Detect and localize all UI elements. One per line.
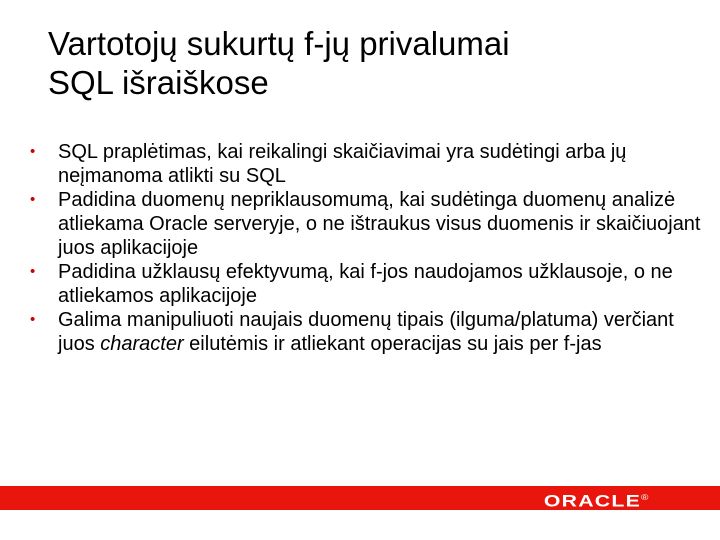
bullet-text: Padidina užklausų efektyvumą, kai f-jos naudojamos užklausoje, o ne atliekamos aplikacijoje	[58, 261, 673, 307]
bullet-text-start: Galima manipuliuoti naujais duomenų tipais (ilguma/platuma) verčiant juos	[58, 309, 674, 355]
bullet-dot-icon: •	[30, 311, 36, 328]
slide-title	[48, 24, 688, 102]
footer-bar	[0, 486, 720, 510]
oracle-logo-text: ORACLE	[544, 491, 642, 511]
bullet-item	[30, 260, 714, 308]
bullet-text: Padidina duomenų nepriklausomumą, kai sudėtinga duomenų analizė atliekama Oracle serveryje, o ne ištraukus visus duomenis ir skaičiuojant juos aplikacijoje	[58, 189, 701, 259]
bullet-item	[30, 308, 714, 356]
slide-title-line-1: Vartotojų sukurtų f-jų privalumai	[48, 25, 510, 62]
bullet-dot-icon: •	[30, 263, 36, 280]
bullet-text-italic: character	[100, 333, 184, 355]
bullet-list	[30, 140, 714, 356]
bullet-text: SQL praplėtimas, kai reikalingi skaičiavimai yra sudėtingi arba jų neįmanoma atlikti su SQL	[58, 141, 627, 187]
slide-title-line-2: SQL išraiškose	[48, 64, 269, 101]
bullet-item	[30, 188, 714, 260]
bullet-text-end: eilutėmis ir atliekant operacijas su jais per f-jas	[183, 333, 602, 355]
oracle-logo	[544, 486, 650, 510]
bullet-item	[30, 140, 714, 188]
registered-mark-icon: ®	[641, 493, 650, 502]
bullet-dot-icon: •	[30, 191, 36, 208]
bullet-dot-icon: •	[30, 143, 36, 160]
